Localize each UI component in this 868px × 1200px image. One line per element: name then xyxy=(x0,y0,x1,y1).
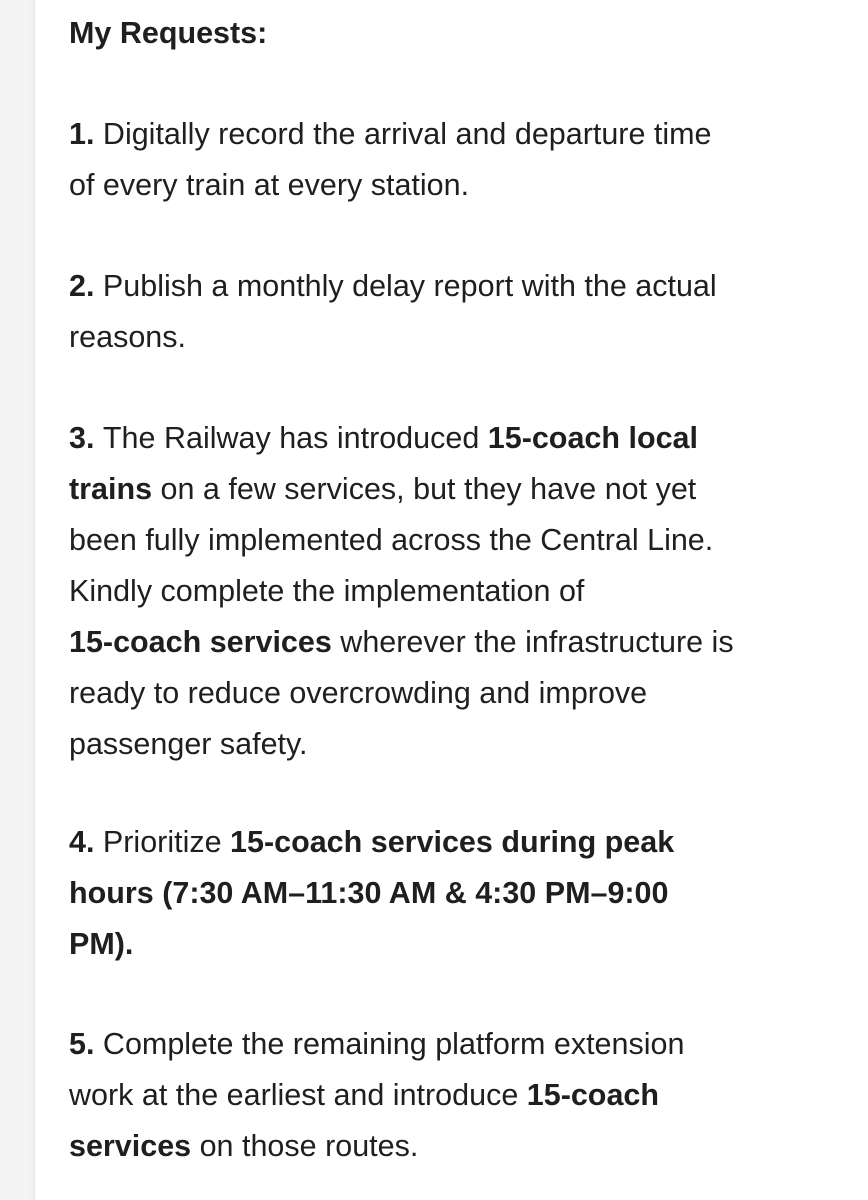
request-text-bold: hours (7:30 AM–11:30 AM & 4:30 PM–9:00 xyxy=(69,876,669,910)
request-text: wherever the infrastructure is xyxy=(331,625,734,659)
request-text: Prioritize xyxy=(102,825,231,859)
request-text: work at the earliest and introduce xyxy=(69,1078,527,1112)
request-line xyxy=(69,566,839,617)
request-item-4 xyxy=(69,817,839,970)
request-text-bold: 15-coach services during peak xyxy=(230,825,675,859)
request-text-bold: 15-coach xyxy=(526,1078,659,1112)
request-text: Complete the remaining platform extension xyxy=(102,1027,685,1061)
request-text: on those routes. xyxy=(191,1129,419,1163)
request-text: ready to reduce overcrowding and improve xyxy=(69,676,648,710)
request-number: 4. xyxy=(69,825,103,859)
request-item-3 xyxy=(69,413,839,770)
request-line xyxy=(69,617,839,668)
request-text: Publish a monthly delay report with the actual xyxy=(102,269,717,303)
request-text: been fully implemented across the Central Line. xyxy=(69,523,714,557)
request-text-bold: PM). xyxy=(69,927,134,961)
request-number: 5. xyxy=(69,1027,103,1061)
request-line xyxy=(69,109,839,160)
request-line xyxy=(69,919,839,970)
request-line xyxy=(69,868,839,919)
request-line xyxy=(69,312,839,363)
request-text: Kindly complete the implementation of xyxy=(69,574,585,608)
request-number: 2. xyxy=(69,269,103,303)
request-text: Digitally record the arrival and departure time xyxy=(102,117,712,151)
request-text-bold: 15-coach services xyxy=(69,625,332,659)
request-line xyxy=(69,261,839,312)
request-line xyxy=(69,817,839,868)
request-item-5 xyxy=(69,1019,839,1172)
request-item-2 xyxy=(69,261,839,363)
request-text-bold: trains xyxy=(69,472,153,506)
request-text: The Railway has introduced xyxy=(102,421,488,455)
request-line xyxy=(69,1121,839,1172)
request-text: passenger safety. xyxy=(69,727,308,761)
request-text: on a few services, but they have not yet xyxy=(152,472,697,506)
request-line xyxy=(69,464,839,515)
request-text-bold: 15-coach local xyxy=(487,421,698,455)
request-line xyxy=(69,413,839,464)
request-line xyxy=(69,668,839,719)
request-text: of every train at every station. xyxy=(69,168,470,202)
request-number: 3. xyxy=(69,421,103,455)
requests-heading: My Requests: xyxy=(69,16,268,50)
request-item-1 xyxy=(69,109,839,211)
request-line xyxy=(69,719,839,770)
document-sheet xyxy=(34,0,868,1200)
request-line xyxy=(69,515,839,566)
request-number: 1. xyxy=(69,117,103,151)
request-text-bold: services xyxy=(69,1129,192,1163)
request-line xyxy=(69,1019,839,1070)
request-line xyxy=(69,160,839,211)
request-line xyxy=(69,1070,839,1121)
request-text: reasons. xyxy=(69,320,186,354)
